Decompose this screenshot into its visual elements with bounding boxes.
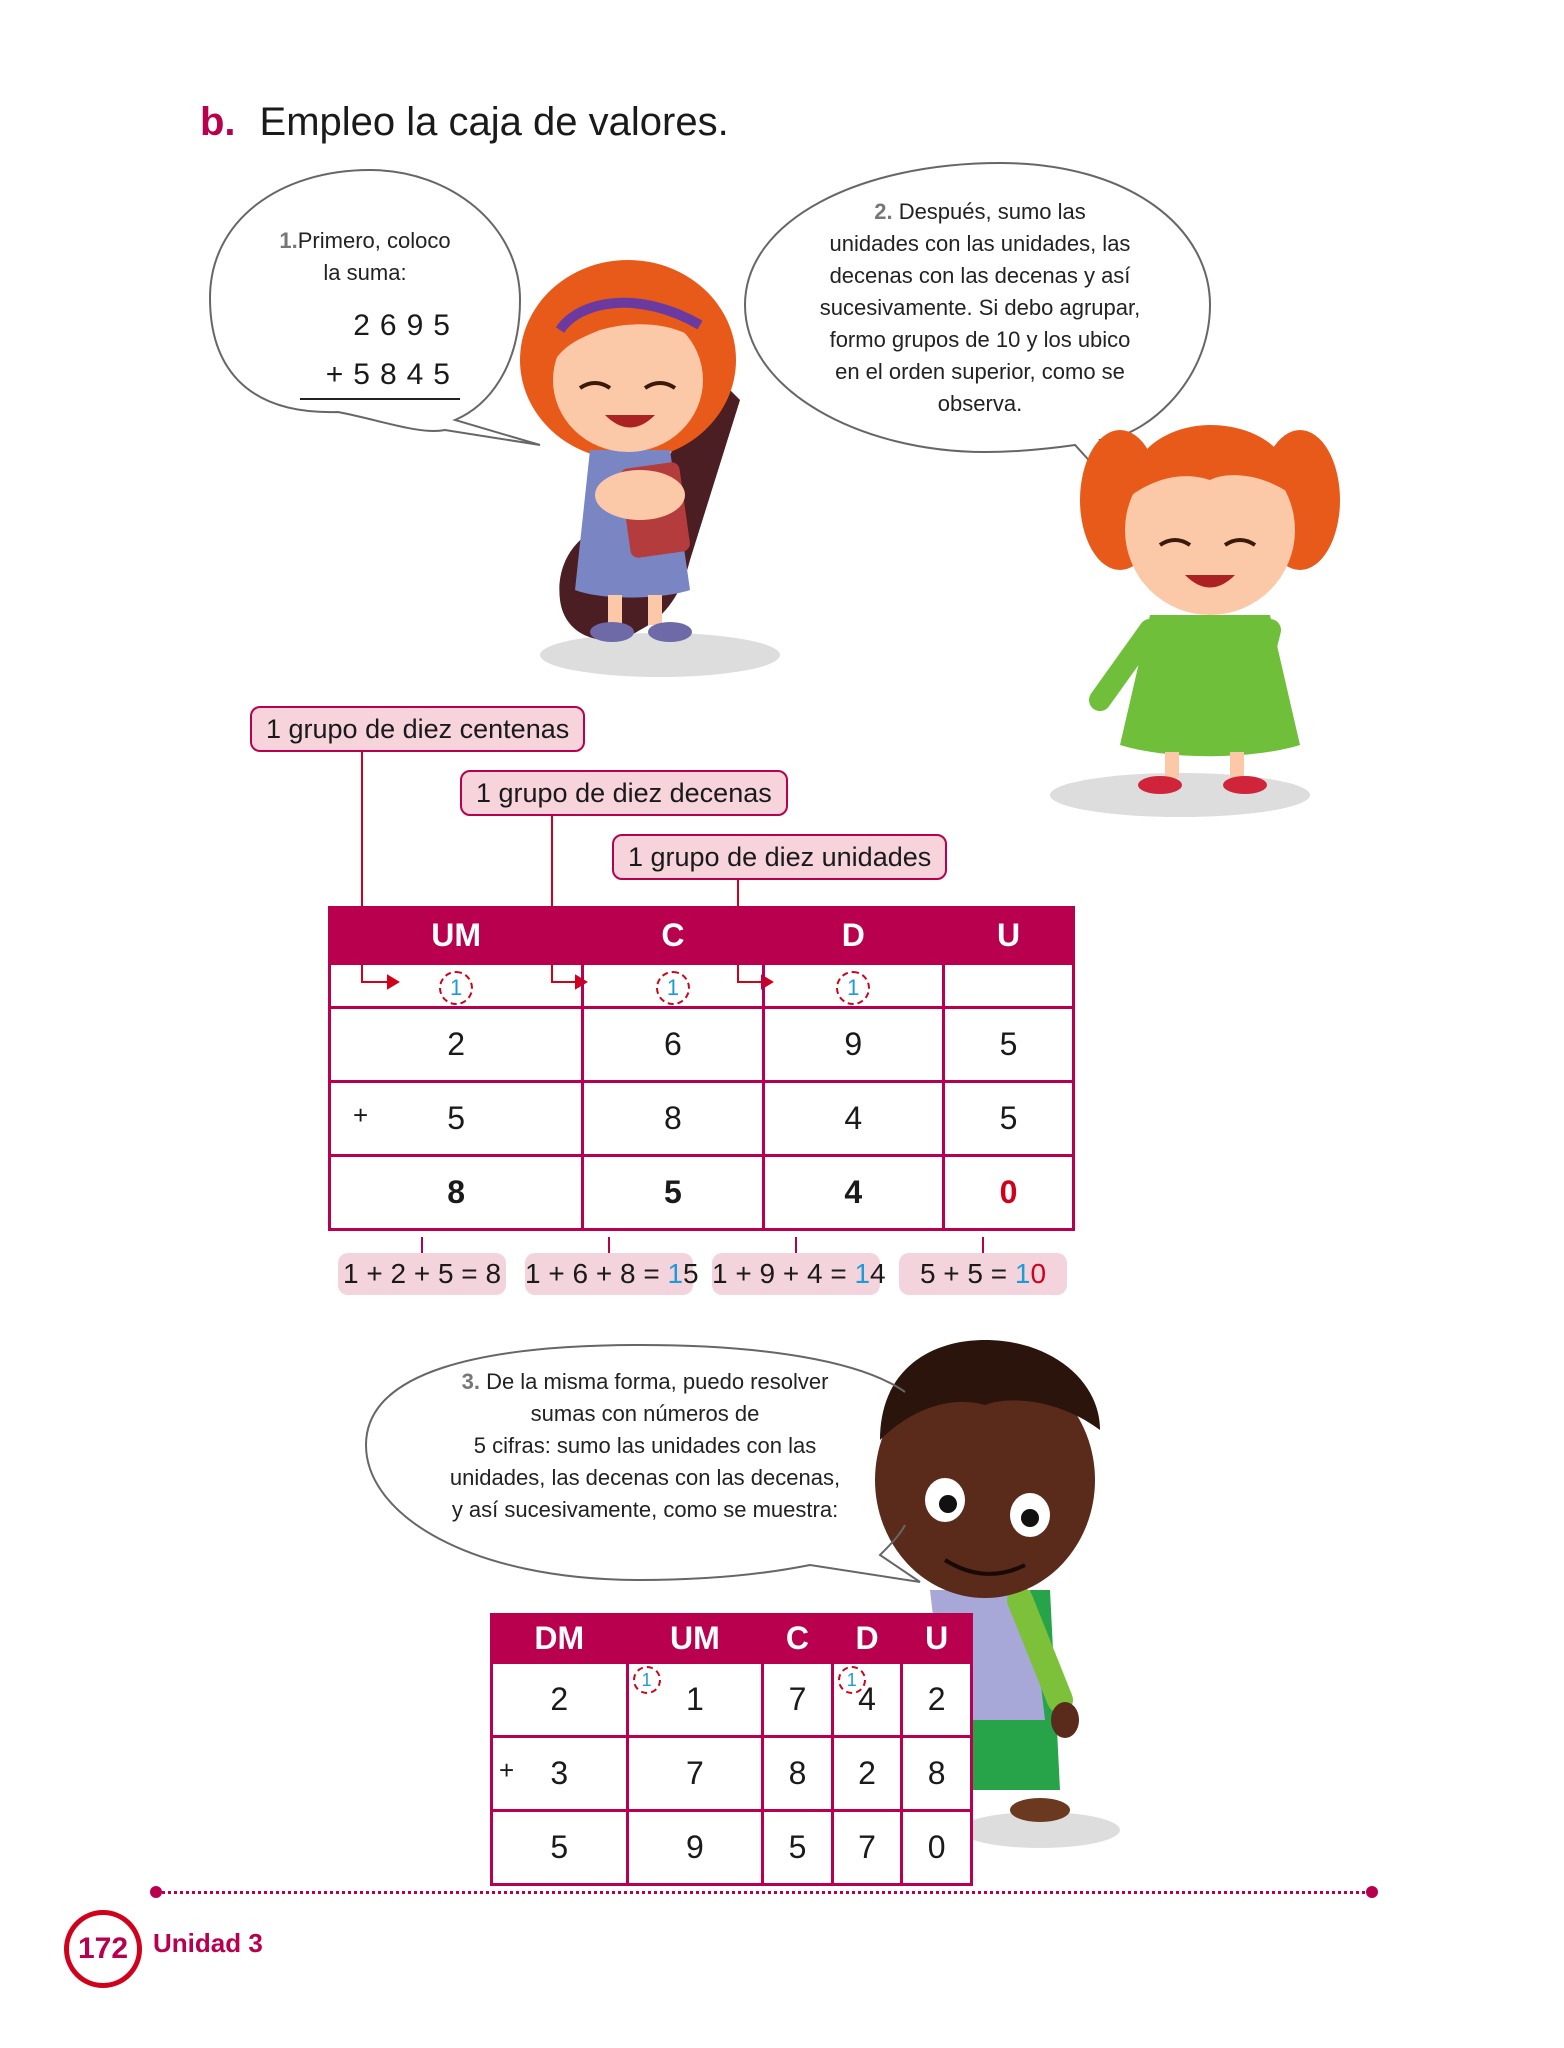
- result-cell: 5: [492, 1811, 628, 1885]
- result-cell: 0: [943, 1156, 1073, 1230]
- formula-expression: 1 + 6 + 8 =: [525, 1258, 668, 1289]
- bubble2-text: [780, 196, 1180, 420]
- result-cell: 5: [763, 1811, 833, 1885]
- label-group-unidades: 1 grupo de diez unidades: [612, 834, 947, 880]
- result-cell: 5: [583, 1156, 763, 1230]
- cell: [330, 1082, 583, 1156]
- page-number: 172: [64, 1910, 142, 1988]
- step-number-3: 3.: [461, 1369, 480, 1394]
- carry-cell: [583, 964, 763, 1008]
- formula-expression: 1 + 9 + 4 =: [712, 1258, 855, 1289]
- result-cell: 7: [832, 1811, 902, 1885]
- cell: 4: [763, 1082, 943, 1156]
- cell: 6: [583, 1008, 763, 1082]
- bubble2-line6: en el orden superior, como se: [835, 359, 1125, 384]
- bubble3-line4: unidades, las decenas con las decenas,: [449, 1465, 841, 1490]
- header-d: D: [763, 908, 943, 964]
- formula-d: [712, 1253, 886, 1295]
- formula-expression: 5 + 5 =: [919, 1258, 1015, 1289]
- formula-result-digit: 0: [1030, 1258, 1047, 1289]
- footer-divider: [156, 1891, 1371, 1894]
- result-cell: 4: [763, 1156, 943, 1230]
- result-cell: 0: [902, 1811, 972, 1885]
- header-u: U: [943, 908, 1073, 964]
- place-value-table-1: [328, 906, 1075, 1231]
- step-number-1: 1.: [279, 228, 298, 253]
- vertical-sum: [300, 300, 460, 400]
- cell: 2: [330, 1008, 583, 1082]
- header-d: D: [832, 1615, 902, 1663]
- bubble2-line3: decenas con las decenas y así: [829, 263, 1131, 288]
- cell: 5: [943, 1008, 1073, 1082]
- cell-value: 4: [858, 1681, 876, 1717]
- cell: 7: [763, 1663, 833, 1737]
- section-letter: b.: [200, 100, 236, 144]
- cell: [627, 1663, 763, 1737]
- bubble2-line2: unidades con las unidades, las: [829, 231, 1131, 256]
- cell-value: 5: [447, 1100, 466, 1136]
- bubble1-line1: Primero, coloco: [297, 228, 451, 253]
- step-number-2: 2.: [874, 199, 893, 224]
- bubble3-line2: sumas con números de: [530, 1401, 760, 1426]
- bubble3-line1: De la misma forma, puedo resolver: [486, 1369, 829, 1394]
- bubble3-line5: y así sucesivamente, como se muestra:: [451, 1497, 839, 1522]
- cell: 5: [943, 1082, 1073, 1156]
- bubble2-line4: sucesivamente. Si debo agrupar,: [819, 295, 1141, 320]
- cell: 8: [763, 1737, 833, 1811]
- formula-carry-digit: 1: [667, 1258, 684, 1289]
- formula-result: 8: [485, 1258, 502, 1289]
- label-group-centenas: 1 grupo de diez centenas: [250, 706, 585, 752]
- formula-carry-digit: 1: [854, 1258, 871, 1289]
- formula-result-digit: 5: [683, 1258, 699, 1289]
- cell: 2: [492, 1663, 628, 1737]
- bubble3-line3: 5 cifras: sumo las unidades con las: [473, 1433, 817, 1458]
- sum-addend-1: 2695: [353, 309, 460, 342]
- carry-circle: 1: [633, 1666, 661, 1694]
- plus-sign: +: [353, 1100, 369, 1130]
- footer-dot-left: [150, 1886, 162, 1898]
- cell: 7: [627, 1737, 763, 1811]
- header-um: UM: [330, 908, 583, 964]
- bubble2-line5: formo grupos de 10 y los ubico: [829, 327, 1131, 352]
- carry-cell: [330, 964, 583, 1008]
- carry-circle: 1: [836, 971, 870, 1005]
- header-c: C: [763, 1615, 833, 1663]
- formula-carry-digit: 1: [1014, 1258, 1031, 1289]
- bubble2-line1: Después, sumo las: [898, 199, 1086, 224]
- formula-u: [899, 1253, 1067, 1295]
- cell: 2: [902, 1663, 972, 1737]
- cell: [492, 1737, 628, 1811]
- carry-cell: [943, 964, 1073, 1008]
- bubble1-line2: la suma:: [323, 260, 407, 285]
- header-c: C: [583, 908, 763, 964]
- cell: 8: [583, 1082, 763, 1156]
- label-group-decenas: 1 grupo de diez decenas: [460, 770, 788, 816]
- place-value-table-2: [490, 1613, 973, 1886]
- formula-result-digit: 4: [870, 1258, 886, 1289]
- unit-label: Unidad 3: [153, 1928, 263, 1958]
- carry-circle: 1: [656, 971, 690, 1005]
- cell: 9: [763, 1008, 943, 1082]
- formula-um: [338, 1253, 506, 1295]
- bubble3-text: [420, 1366, 870, 1526]
- header-u: U: [902, 1615, 972, 1663]
- header-um: UM: [627, 1615, 763, 1663]
- cell: 8: [902, 1737, 972, 1811]
- sum-addend-2: +5845: [300, 352, 460, 400]
- bubble2-line7: observa.: [937, 391, 1023, 416]
- carry-circle: 1: [439, 971, 473, 1005]
- cell: 2: [832, 1737, 902, 1811]
- footer-dot-right: [1366, 1886, 1378, 1898]
- header-dm: DM: [492, 1615, 628, 1663]
- section-title: Empleo la caja de valores.: [259, 100, 729, 144]
- cell: [832, 1663, 902, 1737]
- result-cell: 8: [330, 1156, 583, 1230]
- bubble1-text: [250, 225, 480, 289]
- formula-c: [525, 1253, 699, 1295]
- cell-value: 3: [550, 1755, 569, 1791]
- plus-sign: +: [499, 1755, 515, 1785]
- formula-expression: 1 + 2 + 5 =: [342, 1258, 486, 1289]
- carry-circle: 1: [838, 1666, 866, 1694]
- cell-value: 1: [685, 1681, 704, 1717]
- carry-cell: [763, 964, 943, 1008]
- result-cell: 9: [627, 1811, 763, 1885]
